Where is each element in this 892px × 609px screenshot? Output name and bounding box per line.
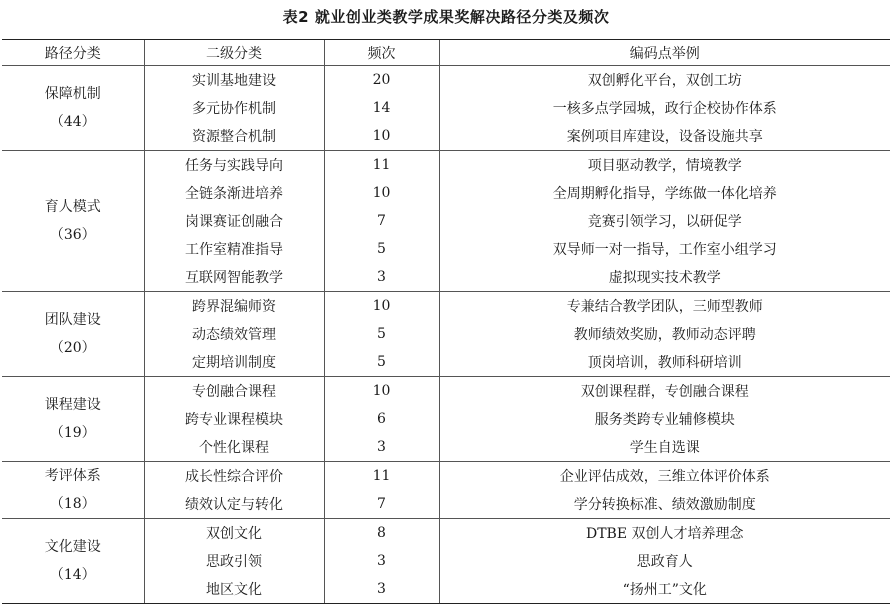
coding-example-cell: DTBE 双创人才培养理念 [439, 519, 890, 548]
path-category-name: 文化建设 [44, 539, 101, 555]
coding-example-cell: 全周期孵化指导，学练做一体化培养 [439, 179, 890, 207]
subcategory-cell: 地区文化 [144, 575, 324, 604]
coding-example-cell: 双创课程群，专创融合课程 [439, 377, 890, 406]
path-category-count: （44） [49, 114, 96, 130]
frequency-cell: 6 [324, 405, 439, 433]
table-row [2, 292, 890, 321]
frequency-cell: 10 [324, 292, 439, 321]
path-category-name: 育人模式 [44, 199, 101, 215]
coding-example-cell: 思政育人 [439, 547, 890, 575]
subcategory-cell: 工作室精准指导 [144, 235, 324, 263]
frequency-cell: 8 [324, 519, 439, 548]
header-path-category: 路径分类 [2, 40, 144, 66]
path-category-name: 保障机制 [44, 86, 101, 102]
subcategory-cell: 绩效认定与转化 [144, 490, 324, 519]
path-category-cell [2, 292, 144, 377]
frequency-cell: 10 [324, 377, 439, 406]
path-category-cell [2, 519, 144, 604]
data-table [2, 39, 890, 604]
coding-example-cell: 学生自选课 [439, 433, 890, 462]
path-category-name: 考评体系 [44, 468, 101, 484]
frequency-cell: 3 [324, 547, 439, 575]
table-row [2, 66, 890, 95]
path-category-count: （36） [49, 227, 96, 243]
path-category-cell [2, 377, 144, 462]
subcategory-cell: 思政引领 [144, 547, 324, 575]
frequency-cell: 10 [324, 122, 439, 151]
frequency-cell: 7 [324, 490, 439, 519]
header-coding-examples: 编码点举例 [439, 40, 890, 66]
frequency-cell: 3 [324, 263, 439, 292]
subcategory-cell: 定期培训制度 [144, 348, 324, 377]
coding-example-cell: 双创孵化平台，双创工坊 [439, 66, 890, 95]
table-body [2, 66, 890, 604]
coding-example-cell: 服务类跨专业辅修模块 [439, 405, 890, 433]
subcategory-cell: 成长性综合评价 [144, 462, 324, 491]
frequency-cell: 20 [324, 66, 439, 95]
path-category-name: 团队建设 [44, 312, 101, 328]
coding-example-cell: 竞赛引领学习，以研促学 [439, 207, 890, 235]
path-category-count: （18） [49, 496, 96, 512]
header-subcategory: 二级分类 [144, 40, 324, 66]
table-caption: 表2 就业创业类教学成果奖解决路径分类及频次 [282, 8, 610, 26]
coding-example-cell: 学分转换标准、绩效激励制度 [439, 490, 890, 519]
subcategory-cell: 专创融合课程 [144, 377, 324, 406]
frequency-cell: 7 [324, 207, 439, 235]
subcategory-cell: 双创文化 [144, 519, 324, 548]
frequency-cell: 10 [324, 179, 439, 207]
frequency-cell: 3 [324, 433, 439, 462]
subcategory-cell: 个性化课程 [144, 433, 324, 462]
subcategory-cell: 跨专业课程模块 [144, 405, 324, 433]
subcategory-cell: 动态绩效管理 [144, 320, 324, 348]
frequency-cell: 14 [324, 94, 439, 122]
coding-example-cell: 教师绩效奖励，教师动态评聘 [439, 320, 890, 348]
header-row [2, 40, 890, 66]
frequency-cell: 3 [324, 575, 439, 604]
coding-example-cell: 虚拟现实技术教学 [439, 263, 890, 292]
coding-example-cell: 案例项目库建设，设备设施共享 [439, 122, 890, 151]
coding-example-cell: 项目驱动教学，情境教学 [439, 151, 890, 180]
coding-example-cell: 专兼结合教学团队，三师型教师 [439, 292, 890, 321]
coding-example-cell: 顶岗培训，教师科研培训 [439, 348, 890, 377]
frequency-cell: 5 [324, 320, 439, 348]
path-category-count: （14） [49, 567, 96, 583]
path-category-cell [2, 66, 144, 151]
table-row [2, 377, 890, 406]
subcategory-cell: 实训基地建设 [144, 66, 324, 95]
frequency-cell: 11 [324, 462, 439, 491]
frequency-cell: 11 [324, 151, 439, 180]
frequency-cell: 5 [324, 348, 439, 377]
path-category-count: （19） [49, 425, 96, 441]
subcategory-cell: 资源整合机制 [144, 122, 324, 151]
table-row [2, 462, 890, 491]
path-category-name: 课程建设 [44, 397, 101, 413]
subcategory-cell: 多元协作机制 [144, 94, 324, 122]
path-category-cell [2, 462, 144, 519]
coding-example-cell: 一核多点学园城，政行企校协作体系 [439, 94, 890, 122]
path-category-count: （20） [49, 340, 96, 356]
table-row [2, 151, 890, 180]
coding-example-cell: 双导师一对一指导，工作室小组学习 [439, 235, 890, 263]
subcategory-cell: 岗课赛证创融合 [144, 207, 324, 235]
coding-example-cell: “扬州工”文化 [439, 575, 890, 604]
path-category-cell [2, 151, 144, 292]
subcategory-cell: 任务与实践导向 [144, 151, 324, 180]
header-frequency: 频次 [324, 40, 439, 66]
subcategory-cell: 全链条渐进培养 [144, 179, 324, 207]
subcategory-cell: 跨界混编师资 [144, 292, 324, 321]
subcategory-cell: 互联网智能教学 [144, 263, 324, 292]
coding-example-cell: 企业评估成效，三维立体评价体系 [439, 462, 890, 491]
frequency-cell: 5 [324, 235, 439, 263]
table-row [2, 519, 890, 548]
